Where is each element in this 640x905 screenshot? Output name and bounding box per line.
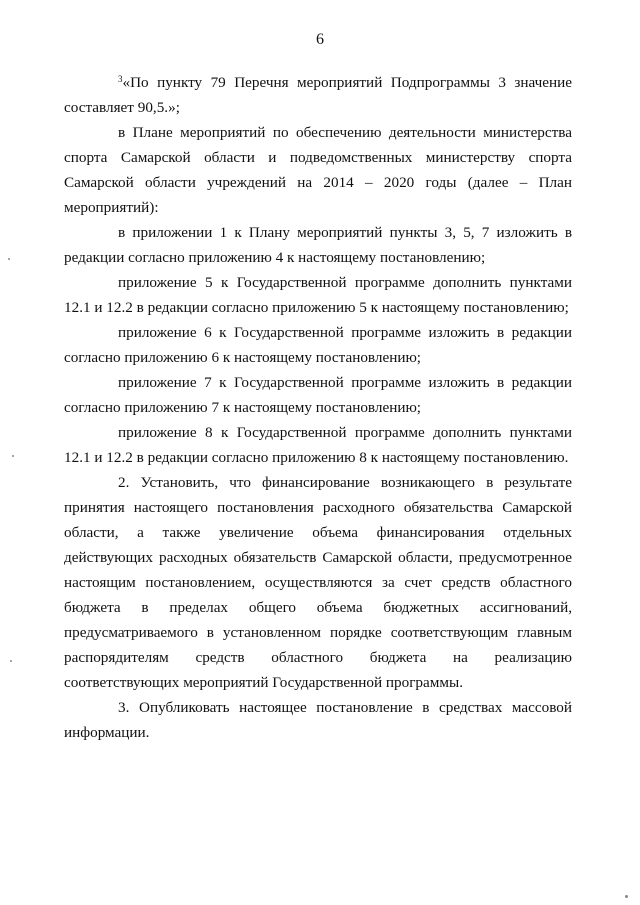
paragraph-appendix-6: приложение 6 к Государственной программе изложить в редакции согласно приложению 6 к настоящему постановлению; — [64, 324, 572, 366]
paragraph-footnote-79-text: «По пункту 79 Перечня мероприятий Подпрограммы 3 значение составляет 90,5.»; — [64, 74, 572, 116]
paragraph-plan-intro: в Плане мероприятий по обеспечению деятельности министерства спорта Самарской области и подведомственных министерству спорта Самарской области учреждений на 2014 – 2020 годы (далее – План мероприятий): — [64, 124, 572, 216]
document-body — [64, 70, 572, 745]
footnote-marker: 3 — [118, 74, 123, 84]
paragraph-footnote-79 — [64, 70, 572, 120]
scan-speck — [12, 455, 14, 457]
page-number: 6 — [316, 31, 324, 48]
paragraph-appendix-8: приложение 8 к Государственной программе дополнить пунктами 12.1 и 12.2 в редакции согласно приложению 8 к настоящему постановлению. — [64, 424, 572, 466]
paragraph-appendix-1: в приложении 1 к Плану мероприятий пункты 3, 5, 7 изложить в редакции согласно приложению 4 к настоящему постановлению; — [64, 224, 572, 266]
paragraph-appendix-7: приложение 7 к Государственной программе изложить в редакции согласно приложению 7 к настоящему постановлению; — [64, 374, 572, 416]
paragraph-appendix-5: приложение 5 к Государственной программе дополнить пунктами 12.1 и 12.2 в редакции согласно приложению 5 к настоящему постановлению; — [64, 274, 572, 316]
scan-speck — [8, 258, 10, 260]
paragraph-item-3-publish: 3. Опубликовать настоящее постановление в средствах массовой информации. — [64, 699, 572, 741]
scan-speck — [625, 895, 628, 898]
scan-speck — [10, 660, 12, 662]
paragraph-item-2-financing: 2. Установить, что финансирование возникающего в результате принятия настоящего постановления расходного обязательства Самарской области, а также увеличение объема финансирования отдельных действующих расходных обязательств Самарской области, предусмотренное настоящим постановлением, осуществляются за счет средств областного бюджета в пределах общего объема бюджетных ассигнований, предусматриваемого в установленном порядке соответствующим главным распорядителям средств областного бюджета на реализацию соответствующих мероприятий Государственной программы. — [64, 474, 572, 691]
